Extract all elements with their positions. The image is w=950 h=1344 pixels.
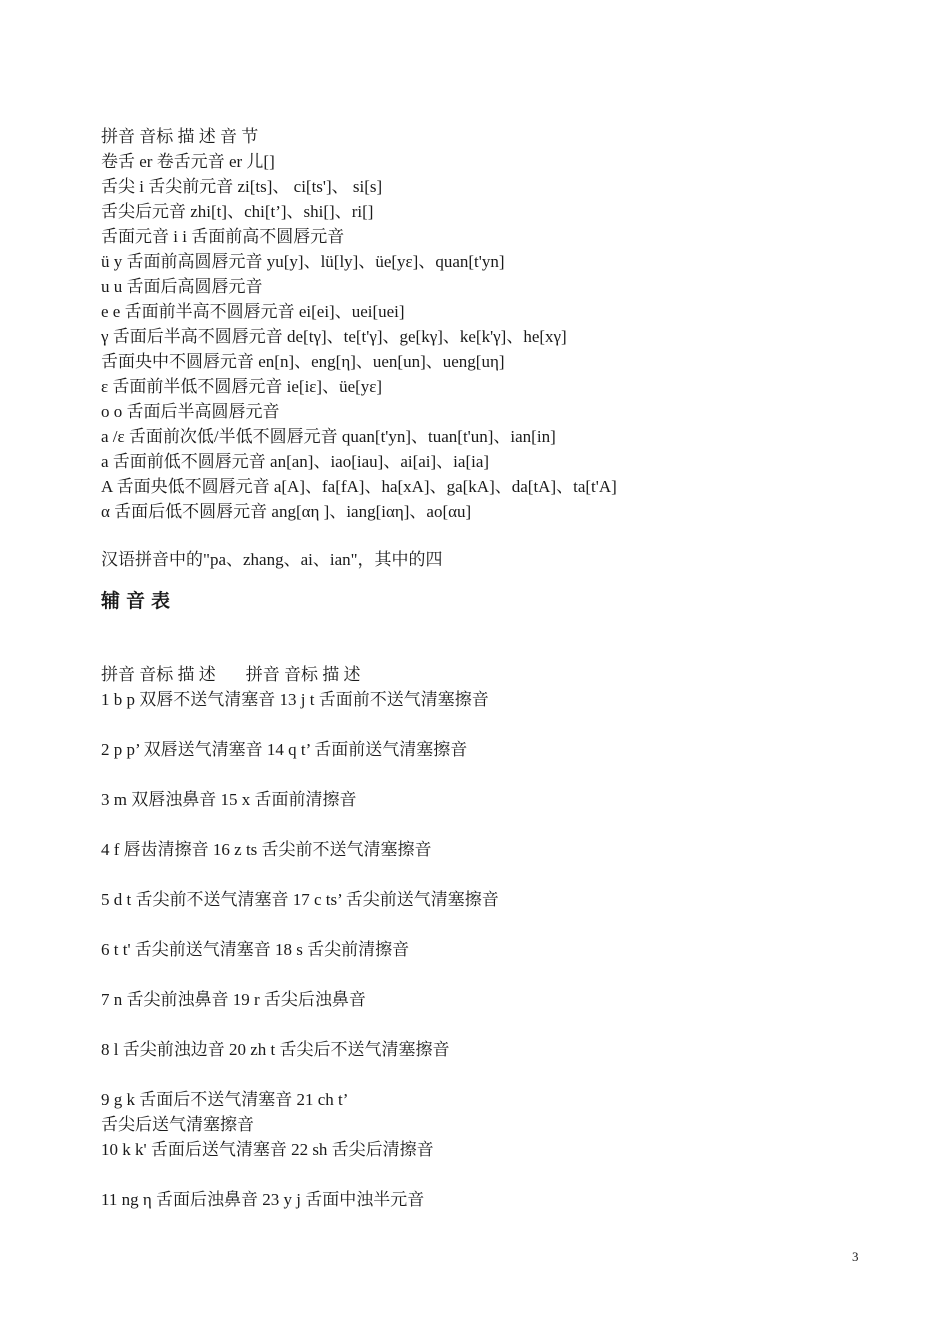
vowel-row: 舌尖后元音 zhi[t]、chi[t’]、shi[]、ri[] [101, 202, 374, 221]
consonant-row: 7 n 舌尖前浊鼻音 19 r 舌尖后浊鼻音 [101, 990, 366, 1009]
consonant-row: 舌尖后送气清塞擦音 [101, 1115, 254, 1134]
note-paragraph: 汉语拼音中的"pa、zhang、ai、ian"，其中的四 [101, 550, 443, 569]
consonant-table-header [101, 662, 881, 687]
document-page [101, 124, 881, 1212]
vowel-row: e e 舌面前半高不圆唇元音 ei[ei]、uei[uei] [101, 302, 405, 321]
consonant-row: 9 g k 舌面后不送气清塞音 21 ch t’ [101, 1090, 349, 1109]
vowel-row: A 舌面央低不圆唇元音 a[A]、fa[fA]、ha[xA]、ga[kA]、da[tA]、ta[t'A] [101, 477, 617, 496]
consonant-row: 2 p p’ 双唇送气清塞音 14 q t’ 舌面前送气清塞擦音 [101, 740, 468, 759]
consonant-row: 5 d t 舌尖前不送气清塞音 17 c ts’ 舌尖前送气清塞擦音 [101, 890, 499, 909]
vowel-row: 卷舌 er 卷舌元音 er 儿[] [101, 152, 275, 171]
vowel-row: 舌尖 i 舌尖前元音 zi[ts]、 ci[ts']、 si[s] [101, 177, 383, 196]
vowel-row: o o 舌面后半高圆唇元音 [101, 402, 280, 421]
consonant-row: 11 ng η 舌面后浊鼻音 23 y j 舌面中浊半元音 [101, 1190, 425, 1209]
consonant-row: 8 l 舌尖前浊边音 20 zh t 舌尖后不送气清塞擦音 [101, 1040, 450, 1059]
vowel-row: a 舌面前低不圆唇元音 an[an]、iao[iau]、ai[ai]、ia[ia] [101, 452, 490, 471]
vowel-row: α 舌面后低不圆唇元音 ang[αη ]、iang[iαη]、ao[αu] [101, 502, 472, 521]
vowel-row: u u 舌面后高圆唇元音 [101, 277, 263, 296]
consonant-header-right: 拼音 音标 描 述 [245, 665, 361, 684]
vowel-row: ε 舌面前半低不圆唇元音 ie[iε]、üe[yε] [101, 377, 383, 396]
vowel-row: ü y 舌面前高圆唇元音 yu[y]、lü[ly]、üe[yε]、quan[t'yn] [101, 252, 505, 271]
consonant-row: 6 t t' 舌尖前送气清塞音 18 s 舌尖前清擦音 [101, 940, 410, 959]
section-heading: 辅音表 [101, 590, 177, 612]
consonant-row: 1 b p 双唇不送气清塞音 13 j t 舌面前不送气清塞擦音 [101, 690, 489, 709]
vowel-row: 舌面元音 i i 舌面前高不圆唇元音 [101, 227, 345, 246]
vowel-row: a /ε 舌面前次低/半低不圆唇元音 quan[t'yn]、tuan[t'un]、ian[in] [101, 427, 556, 446]
consonant-row: 4 f 唇齿清擦音 16 z ts 舌尖前不送气清塞擦音 [101, 840, 432, 859]
vowel-row: γ 舌面后半高不圆唇元音 de[tγ]、te[t'γ]、ge[kγ]、ke[k'γ]、he[xγ] [101, 327, 567, 346]
vowel-row: 舌面央中不圆唇元音 en[n]、eng[η]、uen[un]、ueng[uη] [101, 352, 505, 371]
vowel-table-header: 拼音 音标 描 述 音 节 [101, 127, 259, 146]
consonant-row: 10 k k' 舌面后送气清塞音 22 sh 舌尖后清擦音 [101, 1140, 434, 1159]
consonant-row: 3 m 双唇浊鼻音 15 x 舌面前清擦音 [101, 790, 357, 809]
consonant-header-left: 拼音 音标 描 述 [101, 665, 216, 684]
page-number: 3 [852, 1249, 859, 1264]
